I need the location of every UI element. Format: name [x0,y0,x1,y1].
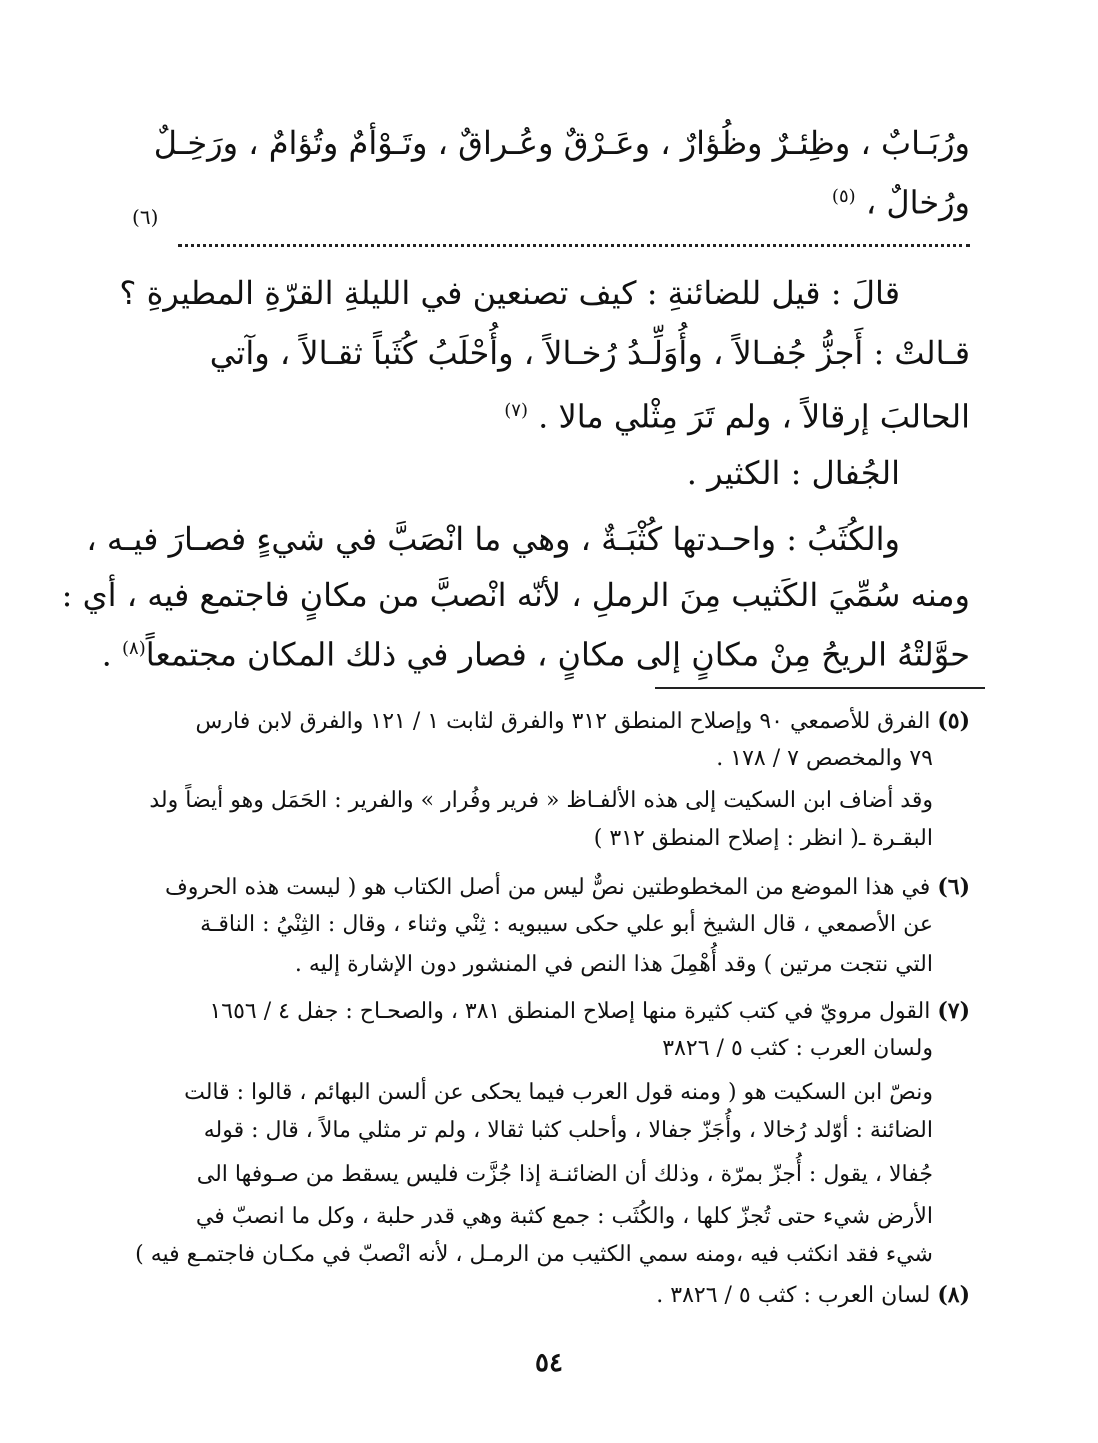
footnote-ref-8: (٨) [121,638,146,659]
footnote-6-line-3: التي نتجت مرتين ) وقد أُهْمِلَ هذا النص في المنشور دون الإشارة إليه . [294,952,933,977]
verse-line-2 [130,172,970,228]
footnote-7-text-1: القول مرويّ في كتب كثيرة منها إصلاح المنطق ٣٨١ ، والصحـاح : جفل ٤ / ١٦٥٦ [209,999,931,1024]
footnote-7-line-4: الضائنة : أوّلد رُخالا ، وأُجَزّ جفالا ، وأحلب كثبا ثقالا ، ولم تر مثلي مالاً ، قال : قوله [203,1118,933,1143]
footnote-7-line-3: ونصّ ابن السكيت هو ( ومنه قول العرب فيما يحكى عن ألسن البهائم ، قالوا : قالت [184,1080,933,1105]
footnote-7-line-6: الأرض شيء حتى تُجزّ كلها ، والكُثَب : جمع كثبة وهي قدر حلبة ، وكل ما انصبّ في [195,1204,933,1229]
footnote-8-text-1: لسان العرب : كثب ٥ / ٣٨٢٦ . [656,1283,931,1308]
gloss-line-4-text: حوَّلتْهُ الريحُ مِنْ مكانٍ إلى مكانٍ ، فصار في ذلك المكان مجتمعاً [145,635,970,674]
footnote-5-line-3: وقد أضاف ابن السكيت إلى هذه الألفـاظ « فرير وفُرار » والفرير : الحَمَل وهو أيضاً ولد [149,788,933,813]
footnote-8-label: (٨) [937,1282,970,1308]
footnote-7-line-2: ولسان العرب : كثب ٥ / ٣٨٢٦ [662,1036,933,1061]
footnote-5-line-4: البقـرة ـ( انظر : إصلاح المنطق ٣١٢ ) [593,826,933,851]
footnote-8-line-1 [130,1280,970,1311]
footnote-6-label: (٦) [937,874,970,900]
story-line-3-text: الحالبَ إرقالاً ، ولم تَرَ مِثْلي مالا . [538,397,970,436]
footnote-ref-6: (٦) [132,205,159,229]
footnote-5-line-1 [130,706,970,737]
footnote-5-text-1: الفرق للأصمعي ٩٠ وإصلاح المنطق ٣١٢ والفرق لثابت ١ / ١٢١ والفرق لابن فارس [195,709,931,734]
gloss-line-1: الجُفال : الكثير . [686,454,900,492]
footnote-ref-5: (٥) [831,186,856,207]
gloss-line-4 [101,624,970,680]
footnote-7-label: (٧) [937,998,970,1024]
footnote-ref-7: (٧) [504,400,528,421]
verse-line-2-text: ورُخالٌ ، [865,183,970,222]
story-line-2: قـالتْ : أَجزُّ جُفـالاً ، وأُوَلِّـدُ رُخـالاً ، وأُحْلَبُ كُثَباً ثقـالاً ، وآتي [209,334,970,372]
verse-line-1: ورُبَـابٌ ، وظِئـرٌ وظُؤارٌ ، وعَـرْقٌ وعُـراقٌ ، وتَـوْأمٌ وتُؤامٌ ، ورَخِـلٌ [153,124,970,162]
footnote-5-line-2: ٧٩ والمخصص ٧ / ١٧٨ . [716,746,933,771]
gloss-line-2: والكُثَبُ : واحـدتها كُثْبَـةٌ ، وهي ما انْصَبَّ في شيءٍ فصـارَ فيـه ، [86,520,900,558]
dotted-divider [178,230,970,247]
footnote-6-line-2: عن الأصمعي ، قال الشيخ أبو علي حكى سيبويه : ثِنْي وثناء ، وقال : الثِنْيُ : الناقـة [200,912,933,937]
footnote-7-line-1 [130,996,970,1027]
footnote-separator [655,687,985,689]
gloss-line-3: ومنه سُمِّيَ الكَثيب مِنَ الرملِ ، لأنّه انْصبَّ من مكانٍ فاجتمع فيه ، أي : [61,576,970,614]
footnote-7-line-7: شيء فقد انكثب فيه ،ومنه سمي الكثيب من الرمـل ، لأنه انْصبّ في مكـان فاجتمـع فيه ) [135,1242,933,1267]
footnote-6-line-1 [130,872,970,903]
footnote-7-line-5: جُفالا ، يقول : أُجزّ بمرّة ، وذلك أن الضائنـة إذا جُزَّت فليس يسقط من صـوفها الى [196,1162,933,1187]
footnote-6-text-1: في هذا الموضع من المخطوطتين نصٌّ ليس من أصل الكتاب هو ( ليست هذه الحروف [164,875,931,900]
story-line-1: قالَ : قيل للضائنةِ : كيف تصنعين في الليلةِ القرّةِ المطيرةِ ؟ [119,274,900,312]
story-line-3 [130,386,970,442]
footnote-5-label: (٥) [937,708,970,734]
gloss-line-4-end: . [101,635,112,674]
page-number: ٥٤ [535,1348,563,1378]
